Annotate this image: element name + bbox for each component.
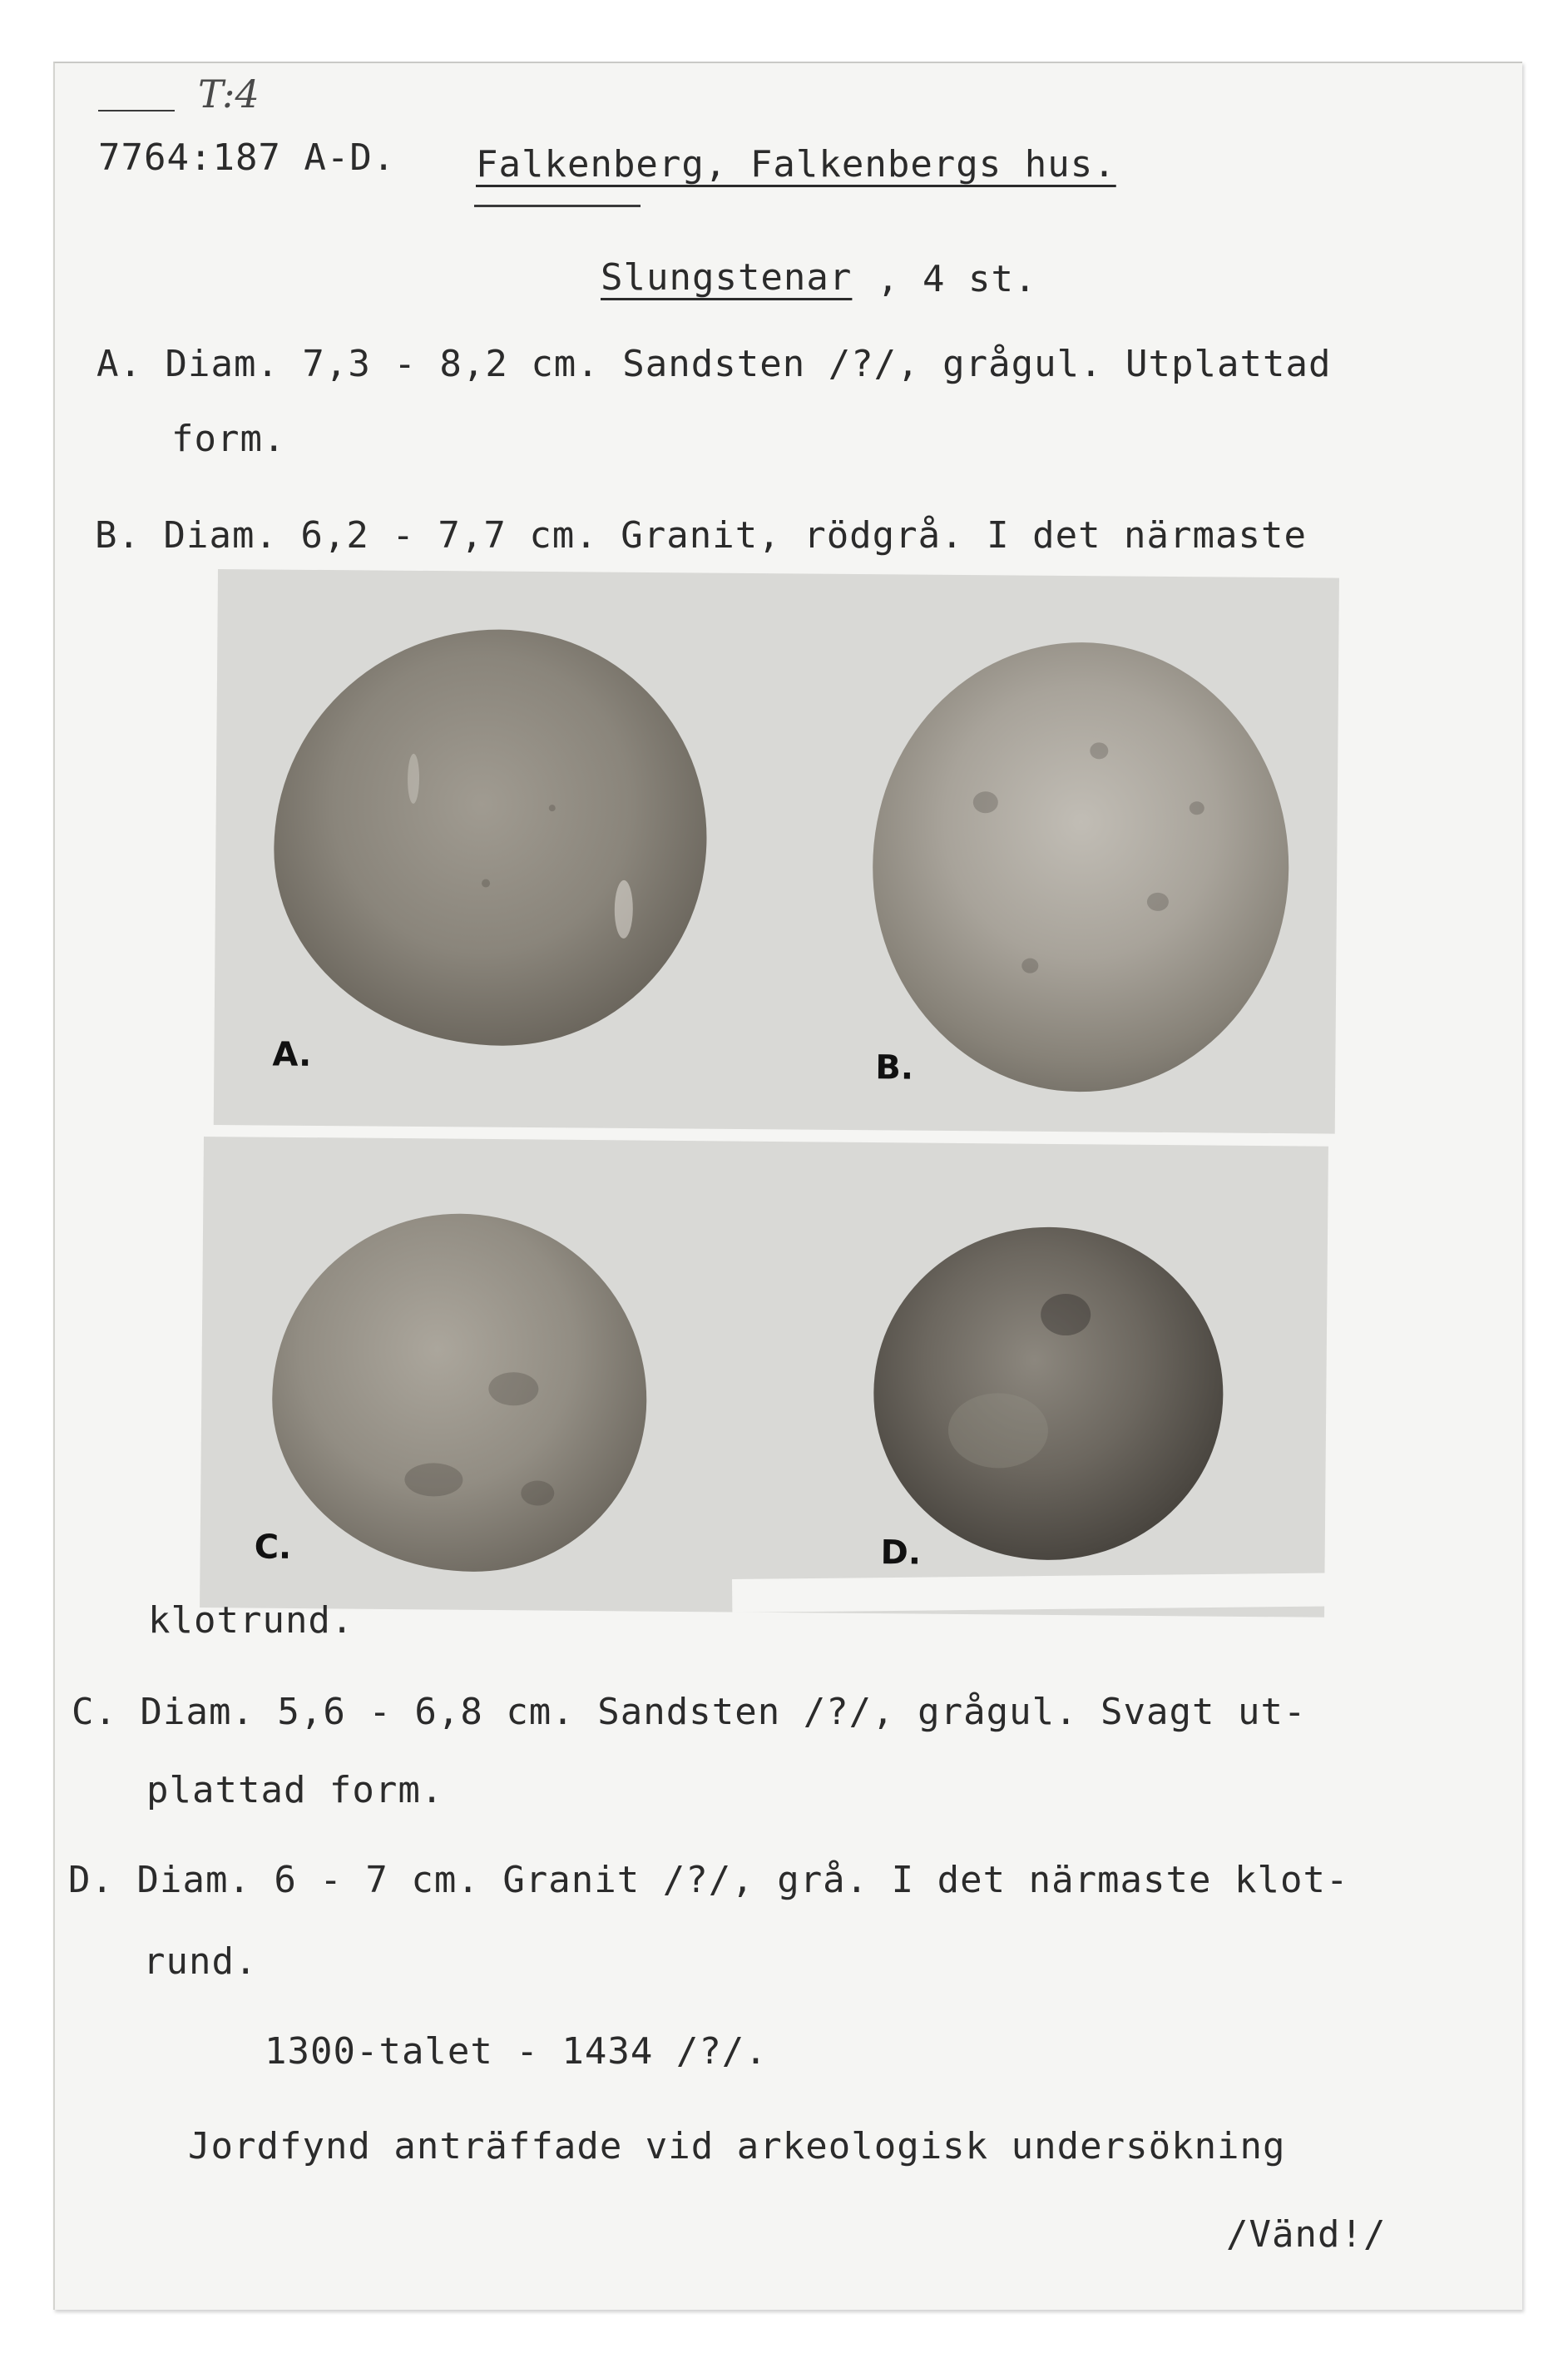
photo-label-a: A.	[272, 1035, 312, 1074]
entry-a-line2: form.	[171, 418, 286, 460]
entry-c-line1: C. Diam. 5,6 - 6,8 cm. Sandsten /?/, grågul. Svagt ut-	[72, 1691, 1307, 1733]
entry-d-line2: rund.	[143, 1940, 258, 1983]
entry-b-line2: klotrund.	[148, 1599, 354, 1642]
dating-line: 1300-talet - 1434 /?/.	[265, 2030, 768, 2073]
photo-label-b: B.	[875, 1048, 914, 1087]
photo-stones-c-d	[200, 1137, 1328, 1618]
mark-dash	[98, 110, 175, 111]
location-extra-underline	[474, 205, 641, 207]
photo-mount-edge	[732, 1573, 1348, 1613]
stone-a-image	[273, 628, 709, 1048]
catalog-number: 7764:187 A-D.	[98, 136, 396, 179]
photo-label-c: C.	[254, 1528, 292, 1567]
entry-c-line2: plattad form.	[146, 1769, 444, 1811]
find-line: Jordfynd anträffade vid arkeologisk undersökning	[188, 2125, 1286, 2167]
object-count: , 4 st.	[877, 258, 1037, 300]
stone-c-image	[270, 1212, 648, 1573]
photo-stones-a-b	[214, 569, 1339, 1134]
handwritten-mark: T:4	[198, 72, 260, 116]
entry-a-line1: A. Diam. 7,3 - 8,2 cm. Sandsten /?/, grågul. Utplattad	[96, 343, 1332, 385]
stone-b-image	[871, 641, 1290, 1093]
turn-over-note: /Vänd!/	[1226, 2213, 1387, 2256]
location-heading: Falkenberg, Falkenbergs hus.	[476, 143, 1116, 186]
entry-b-line1: B. Diam. 6,2 - 7,7 cm. Granit, rödgrå. I det närmaste	[95, 514, 1307, 557]
entry-d-line1: D. Diam. 6 - 7 cm. Granit /?/, grå. I det närmaste klot-	[68, 1859, 1349, 1901]
stone-d-image	[873, 1226, 1224, 1562]
photo-label-d: D.	[880, 1533, 922, 1573]
object-title: Slungstenar	[601, 256, 853, 299]
